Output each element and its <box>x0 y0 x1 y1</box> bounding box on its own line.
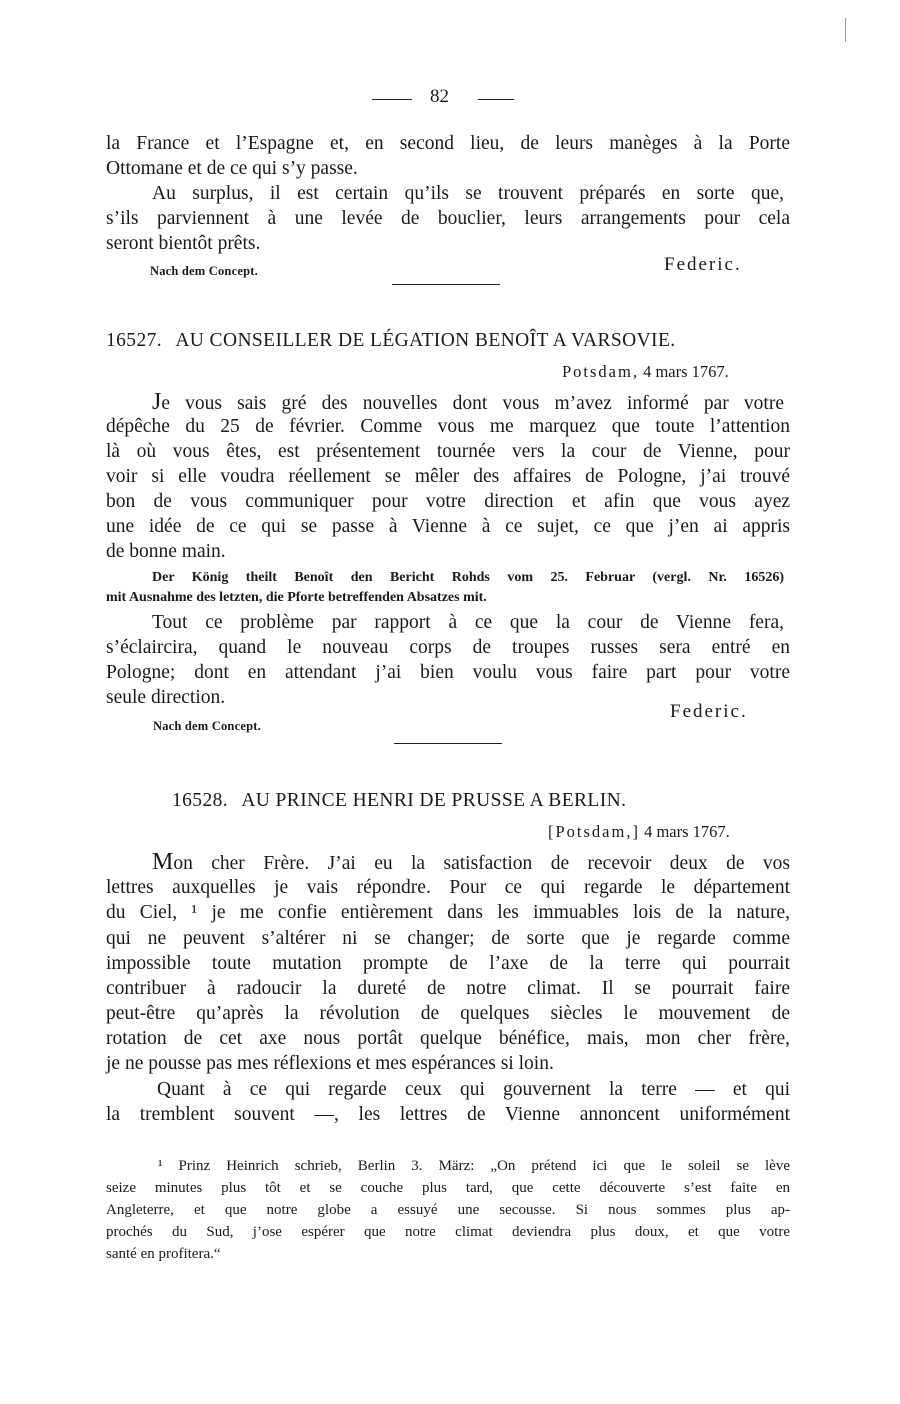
body-line: qui ne peuvent s’altérer ni se changer; de sorte que je regarde comme <box>106 928 790 949</box>
body-line: Pologne; dont en attendant j’ai bien voulu vous faire part pour votre <box>106 662 790 683</box>
body-line: voir si elle voudra réellement se mêler des affaires de Pologne, j’ai trouvé <box>106 466 790 487</box>
date-place: Potsdam, <box>562 362 639 381</box>
letter-date <box>548 822 730 842</box>
body-line: la tremblent souvent —, les lettres de Vienne annoncent uniformément <box>106 1104 790 1125</box>
body-line: Quant à ce qui regarde ceux qui gouvernent la terre — et qui <box>157 1079 790 1100</box>
body-line: la France et l’Espagne et, en second lieu, de leurs manèges à la Porte <box>106 133 790 154</box>
date-value: 4 mars 1767. <box>644 822 730 841</box>
section-divider <box>394 743 502 744</box>
body-line: je ne pousse pas mes réflexions et mes espérances si loin. <box>106 1053 554 1074</box>
letter-heading <box>106 330 676 352</box>
body-line: s’éclaircira, quand le nouveau corps de troupes russes sera entré en <box>106 637 790 658</box>
source-note: Nach dem Concept. <box>150 264 258 278</box>
header-rule-right <box>478 99 514 100</box>
body-line: impossible toute mutation prompte de l’axe de la terre qui pourrait <box>106 953 790 974</box>
body-line: Ottomane et de ce qui s’y passe. <box>106 158 358 179</box>
letter-title: AU CONSEILLER DE LÉGATION BENOÎT A VARSOVIE. <box>175 330 676 351</box>
body-line: dépêche du 25 de février. Comme vous me marquez que toute l’attention <box>106 416 790 437</box>
editor-note: mit Ausnahme des letzten, die Pforte betreffenden Absatzes mit. <box>106 590 487 605</box>
body-line: seront bientôt prêts. <box>106 233 261 254</box>
body-line: s’ils parviennent à une levée de bouclier, leurs arrangements pour cela <box>106 208 790 229</box>
editor-note: Der König theilt Benoît den Bericht Rohds vom 25. Februar (vergl. Nr. 16526) <box>152 570 784 585</box>
body-line: Je vous sais gré des nouvelles dont vous m’avez informé par votre <box>152 389 784 415</box>
body-line: une idée de ce qui se passe à Vienne à ce sujet, ce que j’en ai appris <box>106 516 790 537</box>
section-divider <box>392 284 500 285</box>
body-line: de bonne main. <box>106 541 226 562</box>
body-line: Au surplus, il est certain qu’ils se trouvent préparés en sorte que, <box>152 183 784 204</box>
scan-margin-mark <box>845 18 846 42</box>
body-line: Mon cher Frère. J’ai eu la satisfaction de recevoir deux de vos <box>152 849 790 875</box>
letter-number: 16528. <box>172 790 229 811</box>
letter-number: 16527. <box>106 330 163 351</box>
letter-heading <box>172 790 626 812</box>
initial-letter: M <box>152 849 174 875</box>
body-line: lettres auxquelles je vais répondre. Pour ce qui regarde le département <box>106 877 790 898</box>
footnote-line: Angleterre, et que notre globe a essuyé une secousse. Si nous sommes plus ap- <box>106 1202 790 1218</box>
body-line: là où vous êtes, est présentement tournée vers la cour de Vienne, pour <box>106 441 790 462</box>
body-line: du Ciel, ¹ je me confie entièrement dans les immuables lois de la nature, <box>106 902 790 923</box>
body-line: peut-être qu’après la révolution de quelques siècles le mouvement de <box>106 1003 790 1024</box>
body-line: Tout ce problème par rapport à ce que la cour de Vienne fera, <box>152 612 784 633</box>
letter-title: AU PRINCE HENRI DE PRUSSE A BERLIN. <box>241 790 627 811</box>
footnote-line: seize minutes plus tôt et se couche plus tard, que cette découverte s’est faite en <box>106 1180 790 1196</box>
date-place: [Potsdam,] <box>548 822 640 841</box>
date-value: 4 mars 1767. <box>643 362 729 381</box>
footnote-line: prochés du Sud, j’ose espérer que notre climat deviendra plus doux, et que votre <box>106 1224 790 1240</box>
body-line: contribuer à radoucir la dureté de notre climat. Il se pourrait faire <box>106 978 790 999</box>
initial-letter: J <box>152 389 162 415</box>
signature: Federic. <box>664 254 742 275</box>
header-rule-left <box>372 99 412 100</box>
footnote-line: santé en profitera.“ <box>106 1246 221 1262</box>
page-number: 82 <box>430 86 449 107</box>
signature: Federic. <box>670 701 748 722</box>
body-line: bon de vous communiquer pour votre direction et afin que vous ayez <box>106 491 790 512</box>
body-line: seule direction. <box>106 687 226 708</box>
letter-date <box>562 362 729 382</box>
body-line: rotation de cet axe nous portât quelque bénéfice, mais, mon cher frère, <box>106 1028 790 1049</box>
source-note: Nach dem Concept. <box>153 719 261 733</box>
footnote-line: ¹ Prinz Heinrich schrieb, Berlin 3. März: „On prétend ici que le soleil se lève <box>158 1158 790 1174</box>
